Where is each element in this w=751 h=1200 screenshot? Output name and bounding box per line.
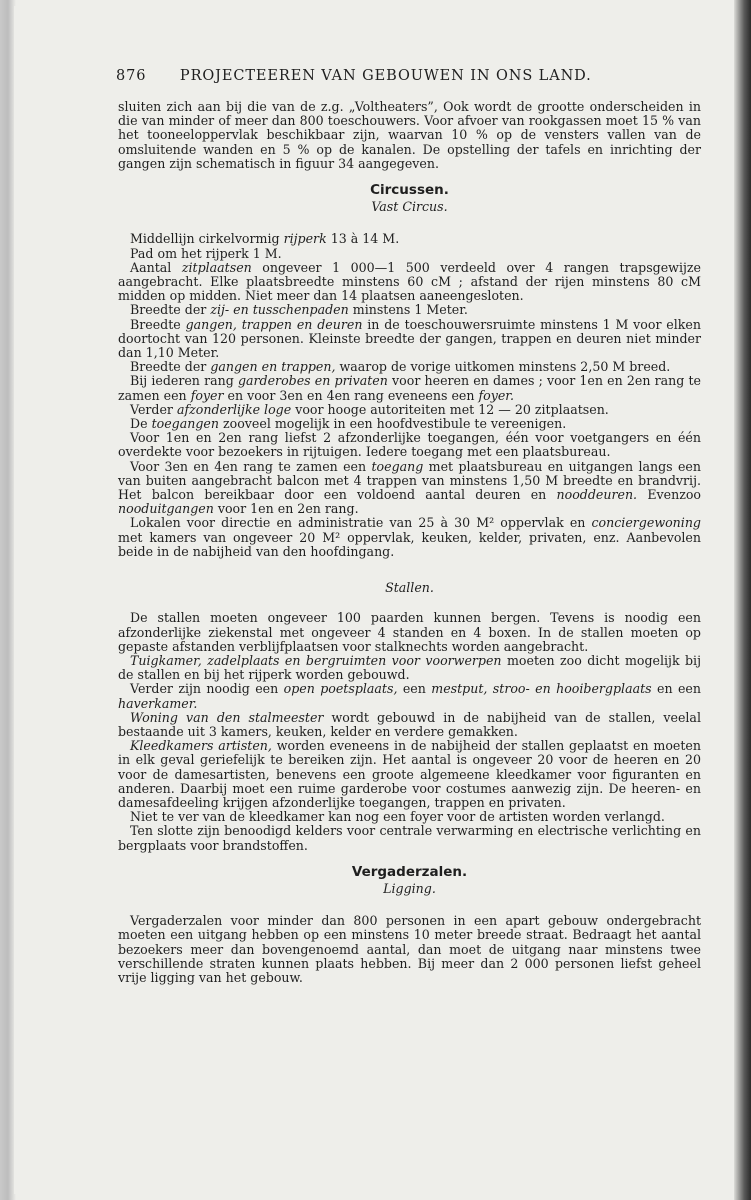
paragraph: Breedte der zij- en tusschenpaden minstens 1 Meter. [130, 302, 468, 318]
running-title: PROJECTEEREN VAN GEBOUWEN IN ONS LAND. [179, 68, 592, 84]
paragraph: Verder zijn noodig een open poetsplaats, een mestput, stroo- en hooibergplaats en een haverkamer. [118, 681, 701, 711]
scan-right-border [734, 0, 751, 1200]
paragraph: De toegangen zooveel mogelijk in een hoofdvestibule te vereenigen. [130, 416, 567, 432]
section-title-vergaderzalen: Vergaderzalen. [351, 863, 468, 880]
paragraph: Voor 3en en 4en rang te zamen een toegang met plaatsbureau en uitgangen langs een van buiten aangebracht balcon met 4 trappen van minstens 1,50 M breedte en brandvrij. Het balcon bereikbaar door een voldoend aantal deuren en nooddeuren. Evenzoo nooduitgangen voor 1en en 2en rang. [118, 458, 701, 517]
paragraph: Breedte gangen, trappen en deuren in de toeschouwersruimte minstens 1 M voor elken doortocht van 120 personen. Kleinste breedte der gangen, trappen en deuren niet minder dan 1,10 Meter. [118, 316, 701, 361]
paragraph: Verder afzonderlijke loge voor hooge autoriteiten met 12 — 20 zitplaatsen. [130, 401, 609, 417]
page-number: 876 [116, 68, 147, 84]
paragraph: Woning van den stalmeester wordt gebouwd in de nabijheid van de stallen, veelal bestaande uit 3 kamers, keuken, kelder en verdere gemakken. [118, 709, 701, 739]
paragraph: Voor 1en en 2en rang liefst 2 afzonderlijke toegangen, één voor voetgangers en één overdekte voor bezoekers in rijtuigen. Iedere toegang met een plaatsbureau. [118, 430, 701, 460]
paragraph: De stallen moeten ongeveer 100 paarden kunnen bergen. Tevens is noodig een afzonderlijke ziekenstal met ongeveer 4 standen en 4 boxen. In de stallen moeten op gepaste afstanden verblijfplaatsen voor stalknechts worden aangebracht. [118, 610, 701, 654]
subsection-title-stallen: Stallen. [385, 580, 434, 596]
paragraph: Breedte der gangen en trappen, waarop de vorige uitkomen minstens 2,50 M breed. [130, 359, 671, 375]
section-title-circussen: Circussen. [370, 182, 449, 199]
subsection-title-vast-circus: Vast Circus. [371, 199, 448, 215]
paragraph: Aantal zitplaatsen ongeveer 1 000—1 500 verdeeld over 4 rangen trapsgewijze aangebracht. Elke plaatsbreedte minstens 60 cM ; afstand der rijen minstens 80 cM midden op midden. Niet meer dan 14 plaatsen aaneengesloten. [118, 259, 701, 304]
body-text [118, 100, 701, 985]
paragraph: Middellijn cirkelvormig rijperk 13 à 14 M. [130, 231, 400, 247]
page-header [116, 68, 636, 84]
paragraph: Vergaderzalen voor minder dan 800 personen in een apart gebouw ondergebracht moeten een uitgang hebben op een minstens 10 meter breede straat. Bedraagt het aantal bezoekers meer dan bovengenoemd aantal, dan moet de uitgang naar minstens twee verschillende straten kunnen plaats hebben. Bij meer dan 2 000 personen liefst geheel vrije ligging van het gebouw. [118, 913, 701, 985]
paragraph: Kleedkamers artisten, worden eveneens in de nabijheid der stallen geplaatst en moeten in elk geval geriefelijk te bereiken zijn. Het aantal is ongeveer 20 voor de heeren en 20 voor de damesartisten, benevens een groote algemeene kleedkamer voor figuranten en anderen. Daarbij moet een ruime garderobe voor costumes aanwezig zijn. De heeren- en damesafdeeling krijgen afzonderlijke toegangen, trappen en privaten. [118, 738, 701, 810]
paragraph: Pad om het rijperk 1 M. [130, 245, 282, 261]
subsection-title-ligging: Ligging. [383, 880, 436, 896]
paragraph: Niet te ver van de kleedkamer kan nog een foyer voor de artisten worden verlangd. [130, 809, 665, 825]
paragraph: Lokalen voor directie en administratie van 25 à 30 M² oppervlak en conciergewoning met kamers van ongeveer 20 M² oppervlak, keuken, kelder, privaten, enz. Aanbevolen beide in de nabijheid van den hoofdingang. [118, 515, 701, 559]
paragraph: Ten slotte zijn benoodigd kelders voor centrale verwarming en electrische verlichting en bergplaats voor brandstoffen. [118, 823, 701, 853]
paragraph: Tuigkamer, zadelplaats en bergruimten voor voorwerpen moeten zoo dicht mogelijk bij de stallen en bij het rijperk worden gebouwd. [118, 652, 701, 683]
paragraph: Bij iederen rang garderobes en privaten voor heeren en dames ; voor 1en en 2en rang te zamen een foyer en voor 3en en 4en rang eveneens een foyer. [118, 373, 701, 403]
intro-paragraph: sluiten zich aan bij die van de z.g. „Voltheaters”, Ook wordt de grootte onderscheiden in die van minder of meer dan 800 toeschouwers. Voor afvoer van rookgassen moet 15 % van het tooneeloppervlak beschikbaar zijn, waarvan 10 % op de vensters vallen van de omsluitende wanden en 5 % op de kanalen. De opstelling der tafels en inrichting der gangen zijn schematisch in figuur 34 aangegeven. [118, 99, 701, 171]
